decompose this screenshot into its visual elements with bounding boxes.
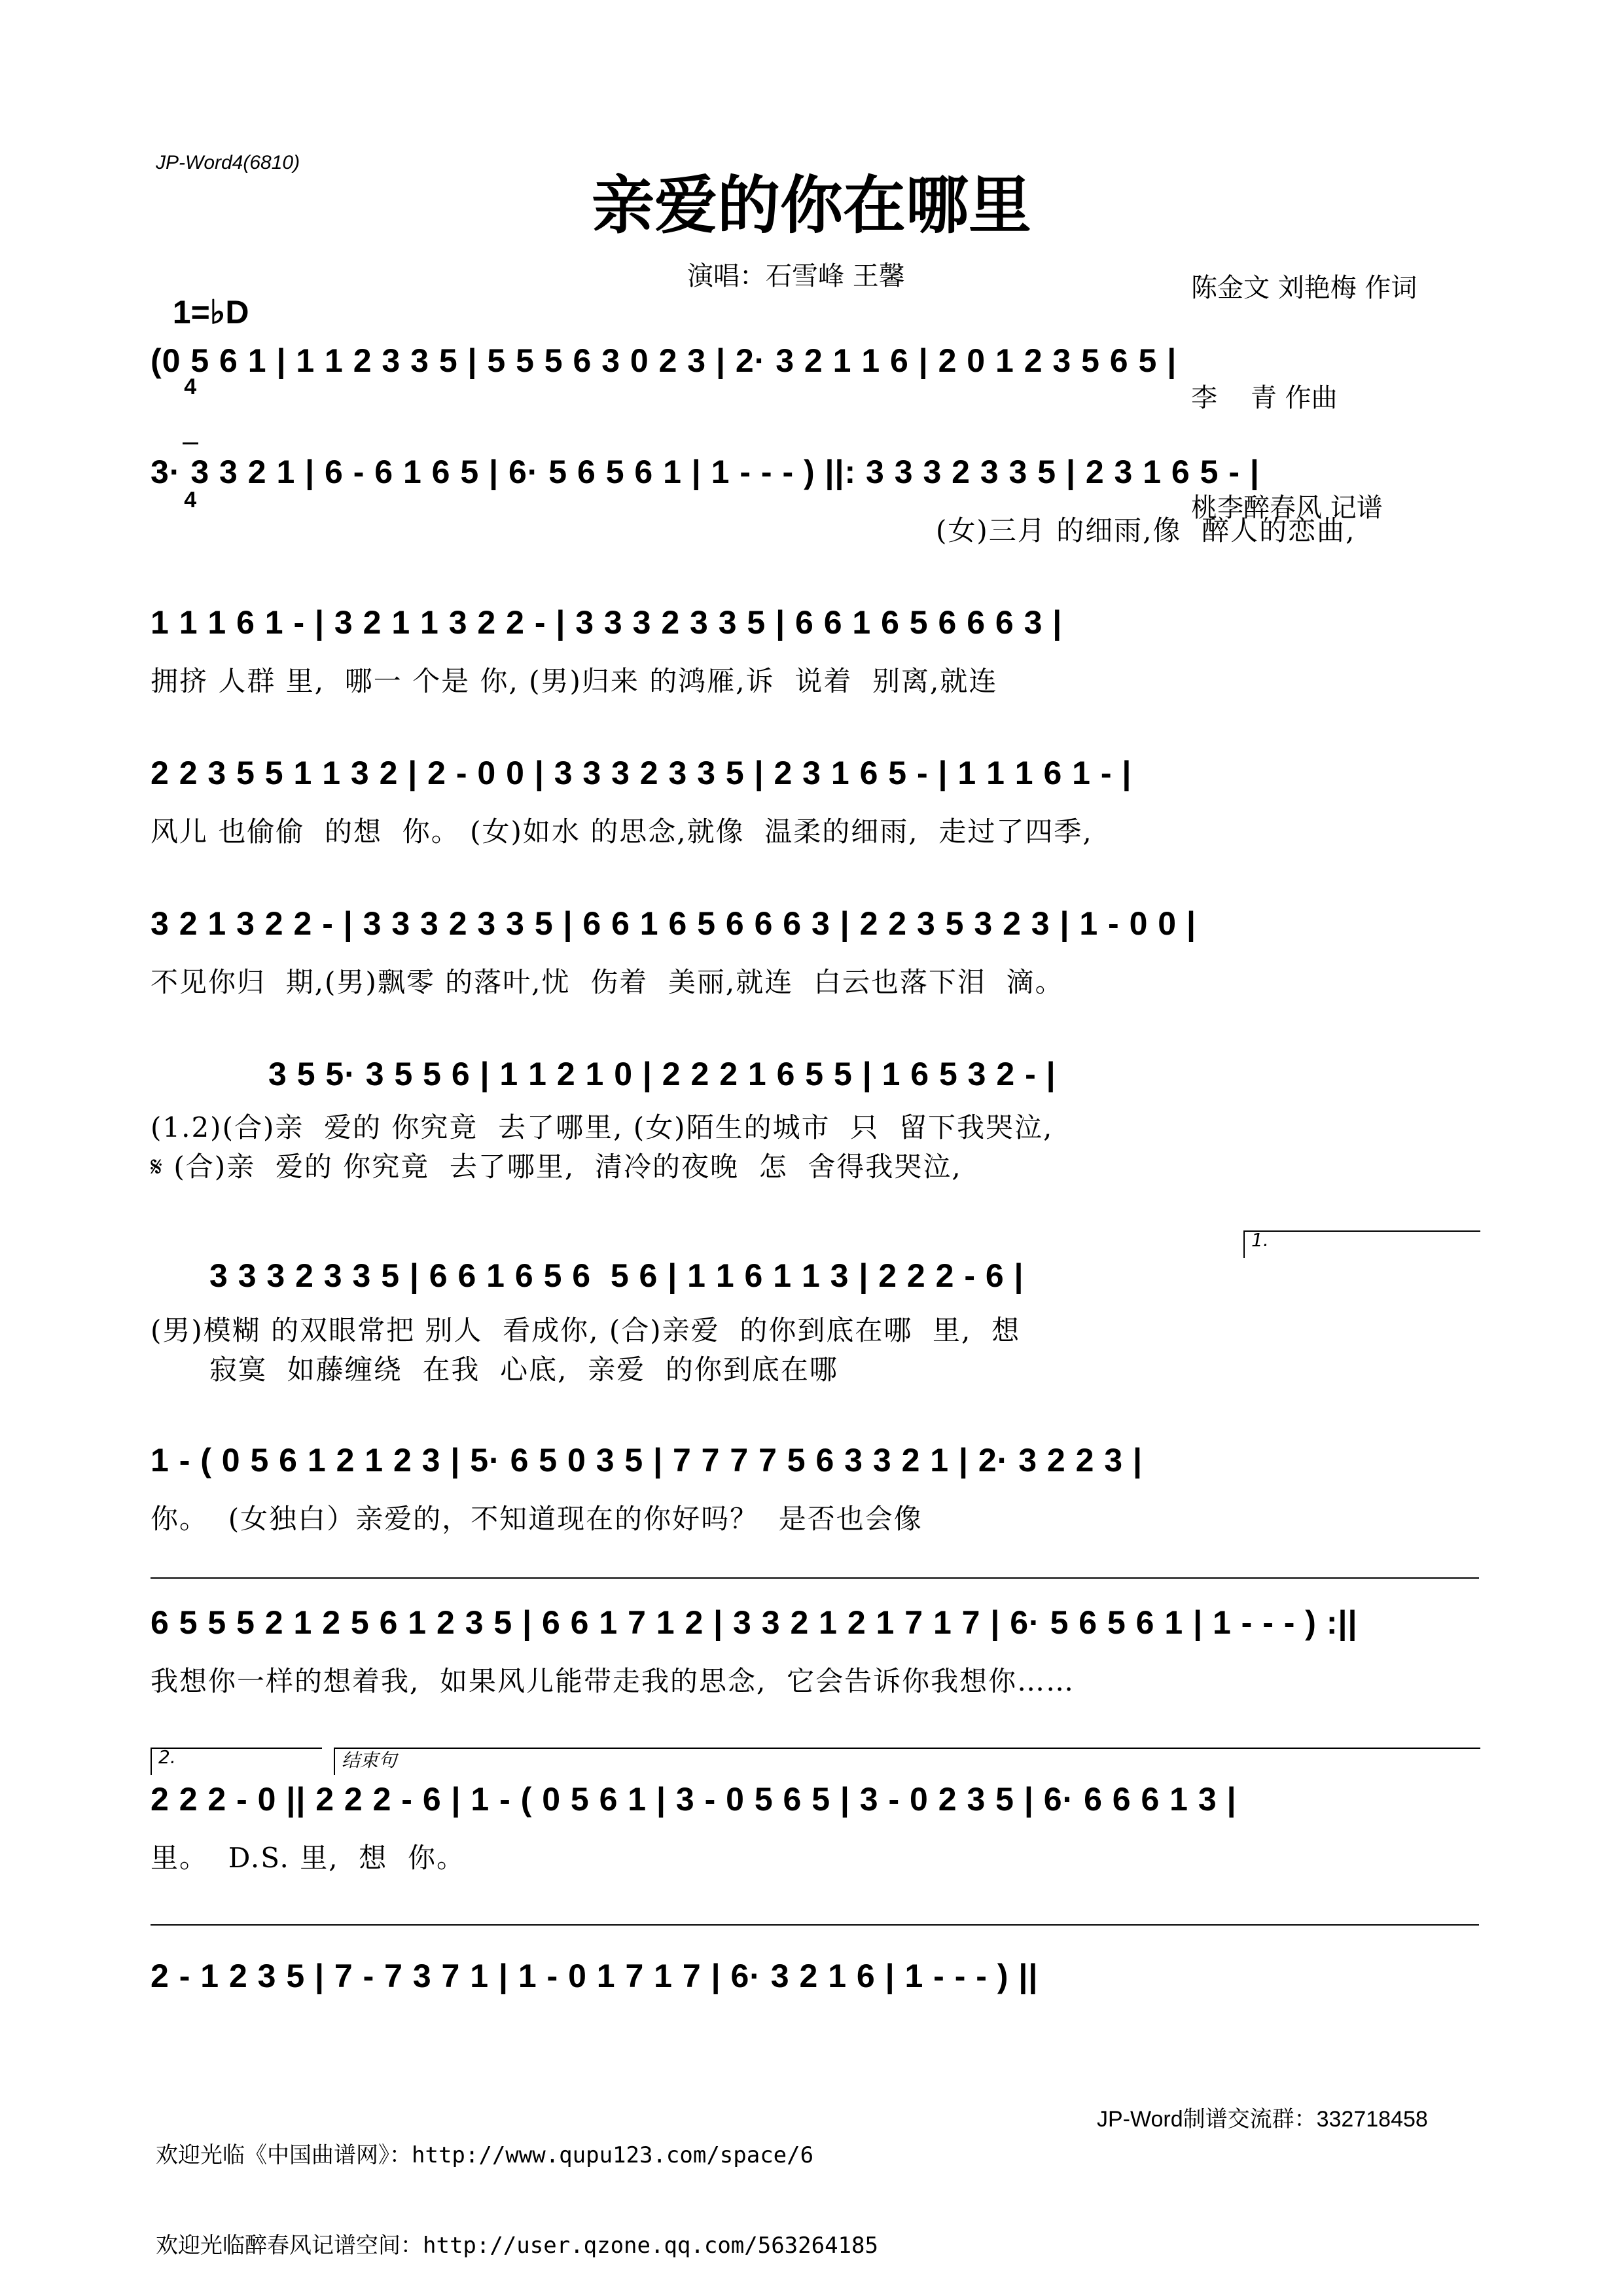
lyric-line: 寂寞 如藤缠绕 在我 心底, 亲爱 的你到底在哪 <box>209 1354 838 1386</box>
composer-credit: 李 青 作曲 <box>1191 383 1338 413</box>
meter-bottom: 4 <box>184 488 197 512</box>
ending-label: 结束句 <box>342 1749 397 1771</box>
ending-bracket <box>334 1748 1480 1775</box>
lyric-line: 我想你一样的想着我, 如果风儿能带走我的思念, 它会告诉你我想你…… <box>151 1665 1075 1697</box>
meter-divider <box>183 442 198 444</box>
footer-link-1[interactable]: 欢迎光临《中国曲谱网》：http://www.qupu123.com/space/6 <box>156 2142 814 2168</box>
footer-link-2[interactable]: 欢迎光临醉春风记谱空间：http://user.qzone.qq.com/563264185 <box>156 2233 878 2259</box>
volta-bracket-1 <box>1243 1230 1480 1258</box>
repeat-bracket <box>151 1577 1479 1592</box>
notation-line: 6 5 5 5 2 1 2 5 6 1 2 3 5 | 6 6 1 7 1 2 | 3 3 2 1 2 1 7 1 7 | 6· 5 6 5 6 1 | 1 - - - ) :|| <box>151 1604 1358 1641</box>
volta-label: 1. <box>1251 1229 1269 1251</box>
score-system-3 <box>151 596 1479 707</box>
meter-top: 4 <box>184 374 197 399</box>
slur-line <box>151 1924 1479 1939</box>
score-system-4 <box>151 746 1479 857</box>
score-system-9 <box>151 1577 1479 1702</box>
volta-label: 2. <box>158 1746 176 1768</box>
notation-line: 3 5 5· 3 5 5 6 | 1 1 2 1 0 | 2 2 2 1 6 5 5 | 1 6 5 3 2 - | <box>268 1056 1056 1092</box>
key-label: 1=♭D <box>172 294 249 331</box>
lyric-line: 里。 D.S. 里, 想 你。 <box>151 1842 465 1874</box>
volta-bracket-2 <box>151 1748 322 1775</box>
score-system-1 <box>151 334 1479 412</box>
footer-group-info: JP-Word制谱交流群：332718458 <box>1097 2107 1428 2132</box>
lyric-line: 你。 (女独白）亲爱的，不知道现在的你好吗？ 是否也会像 <box>151 1503 923 1535</box>
notation-line: 1 1 1 6 1 - | 3 2 1 1 3 2 2 - | 3 3 3 2 3 3 5 | 6 6 1 6 5 6 6 6 3 | <box>151 604 1063 641</box>
lyric-line: (1.2)(合)亲 爱的 你究竟 去了哪里, (女)陌生的城市 只 留下我哭泣, <box>151 1111 1054 1143</box>
score-system-8 <box>151 1433 1479 1545</box>
lyric-line: (女)三月 的细雨,像 醉人的恋曲, <box>936 514 1356 547</box>
lyric-line: 拥挤 人群 里, 哪一 个是 你, (男)归来 的鸿雁,诉 说着 别离,就连 <box>151 665 998 697</box>
lyric-line: 风儿 也偷偷 的想 你。 (女)如水 的思念,就像 温柔的细雨, 走过了四季, <box>151 816 1093 848</box>
notation-line: 1 - ( 0 5 6 1 2 1 2 3 | 5· 6 5 0 3 5 | 7 7 7 7 5 6 3 3 2 1 | 2· 3 2 2 3 | <box>151 1442 1143 1479</box>
page-title: 亲爱的你在哪里 <box>592 168 1031 242</box>
software-label: JP-Word4(6810) <box>156 152 300 173</box>
notation-line: 3 2 1 3 2 2 - | 3 3 3 2 3 3 5 | 6 6 1 6 5 6 6 6 3 | 2 2 3 5 3 2 3 | 1 - 0 0 | <box>151 905 1196 942</box>
notation-line: 3· 3 3 2 1 | 6 - 6 1 6 5 | 6· 5 6 5 6 1 | 1 - - - ) ||: 3 3 3 2 3 3 5 | 2 3 1 6 5 - | <box>151 454 1260 490</box>
notation-line: (0 5 6 1 | 1 1 2 3 3 5 | 5 5 5 6 3 0 2 3 | 2· 3 2 1 1 6 | 2 0 1 2 3 5 6 5 | <box>151 342 1177 379</box>
score-system-2 <box>151 445 1479 556</box>
lyric-line: 𝄋 (合)亲 爱的 你究竟 去了哪里, 清冷的夜晚 怎 舍得我哭泣, <box>151 1151 962 1183</box>
lyric-line: 不见你归 期,(男)飘零 的落叶,忧 伤着 美丽,就连 白云也落下泪 滴。 <box>151 966 1064 998</box>
notation-line: 2 2 3 5 5 1 1 3 2 | 2 - 0 0 | 3 3 3 2 3 3 5 | 2 3 1 6 5 - | 1 1 1 6 1 - | <box>151 755 1132 791</box>
footer-links <box>156 2080 878 2291</box>
lyricist-credit: 陈金文 刘艳梅 作词 <box>1191 273 1418 303</box>
notation-line: 2 2 2 - 0 || 2 2 2 - 6 | 1 - ( 0 5 6 1 | 3 - 0 5 6 5 | 3 - 0 2 3 5 | 6· 6 6 6 1 3 | <box>151 1781 1237 1818</box>
score-system-7 <box>151 1229 1479 1386</box>
notation-line: 3 3 3 2 3 3 5 | 6 6 1 6 5 6 5 6 | 1 1 6 1 1 3 | 2 2 2 - 6 | <box>209 1257 1024 1294</box>
notation-line: 2 - 1 2 3 5 | 7 - 7 3 7 1 | 1 - 0 1 7 1 7 | 6· 3 2 1 6 | 1 - - - ) || <box>151 1958 1039 1994</box>
score-system-6 <box>151 1047 1479 1198</box>
score-system-11 <box>151 1924 1479 2016</box>
transcriber-credit: 桃李醉春风 记谱 <box>1191 493 1383 523</box>
performers: 演唱：石雪峰 王馨 <box>687 261 905 291</box>
score-system-5 <box>151 897 1479 1008</box>
score-system-10 <box>151 1748 1479 1878</box>
lyric-line: (男)模糊 的双眼常把 别人 看成你, (合)亲爱 的你到底在哪 里, 想 <box>151 1314 1021 1346</box>
